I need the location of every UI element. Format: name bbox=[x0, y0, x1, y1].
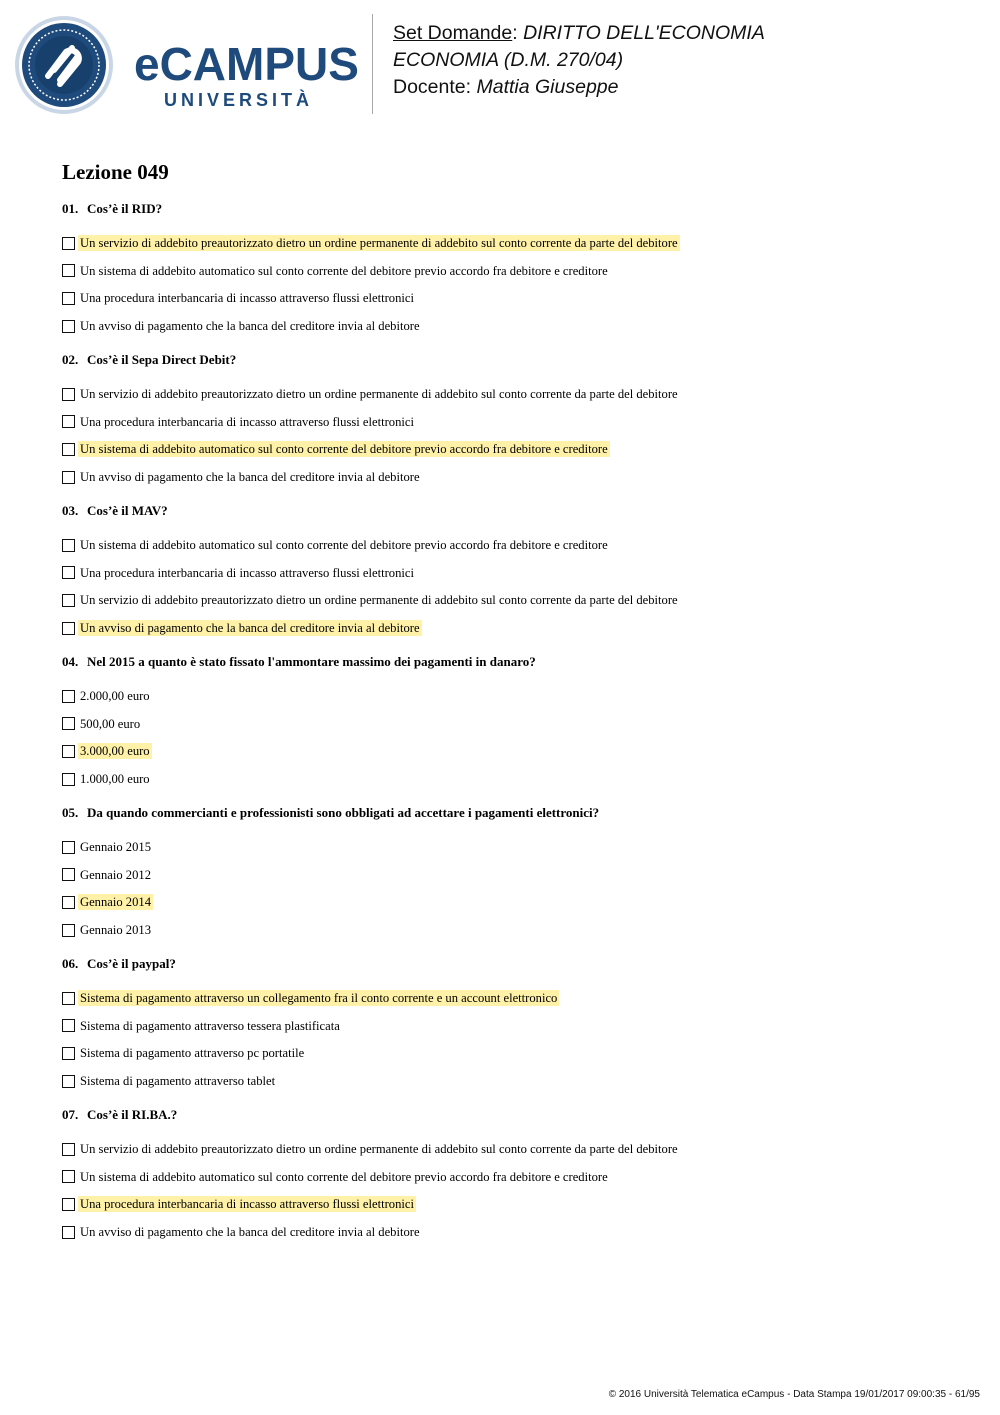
answer-checkbox[interactable] bbox=[62, 292, 75, 305]
answer-checkbox[interactable] bbox=[62, 566, 75, 579]
question-title bbox=[62, 351, 962, 369]
question-title bbox=[62, 653, 962, 671]
answer-option[interactable] bbox=[62, 1017, 342, 1035]
answer-option[interactable] bbox=[62, 440, 610, 458]
answer-option[interactable] bbox=[62, 385, 680, 403]
answer-checkbox[interactable] bbox=[62, 1047, 75, 1060]
set-label: Set Domande bbox=[393, 22, 513, 44]
answer-checkbox[interactable] bbox=[62, 1019, 75, 1032]
page-header bbox=[0, 0, 1000, 130]
answer-checkbox[interactable] bbox=[62, 868, 75, 881]
question-number: 06. bbox=[62, 956, 79, 971]
answer-option[interactable] bbox=[62, 413, 416, 431]
answer-text-highlighted: Una procedura interbancaria di incasso attraverso flussi elettronici bbox=[80, 1197, 414, 1212]
answer-checkbox[interactable] bbox=[62, 388, 75, 401]
answer-checkbox[interactable] bbox=[62, 264, 75, 277]
answer-option[interactable] bbox=[62, 742, 152, 760]
course-line-2 bbox=[393, 47, 765, 74]
answer-text: Un sistema di addebito automatico sul conto corrente del debitore previo accordo fra debitore e creditore bbox=[80, 263, 608, 278]
answer-text-highlighted: Sistema di pagamento attraverso un collegamento fra il conto corrente e un account elettronico bbox=[80, 991, 558, 1005]
header-divider bbox=[372, 14, 373, 114]
question-number: 02. bbox=[62, 352, 79, 367]
answer-checkbox[interactable] bbox=[62, 594, 75, 607]
answer-text: Gennaio 2015 bbox=[80, 840, 151, 854]
answer-option[interactable] bbox=[62, 619, 422, 637]
answer-checkbox[interactable] bbox=[62, 992, 75, 1005]
answer-checkbox[interactable] bbox=[62, 622, 75, 635]
answer-option[interactable] bbox=[62, 234, 680, 252]
answer-text: Un servizio di addebito preautorizzato dietro un ordine permanente di addebito sul conto corrente da parte del debitore bbox=[80, 1142, 678, 1156]
answer-option[interactable] bbox=[62, 838, 153, 856]
question-text: Cos’è il paypal? bbox=[87, 956, 176, 971]
answer-checkbox[interactable] bbox=[62, 320, 75, 333]
answer-text: Un sistema di addebito automatico sul conto corrente del debitore previo accordo fra debitore e creditore bbox=[80, 538, 608, 552]
answer-checkbox[interactable] bbox=[62, 896, 75, 909]
course-line-1: Set Domande: DIRITTO DELL'ECONOMIA bbox=[393, 22, 765, 44]
logo-brand: eCAMPUS bbox=[134, 38, 359, 90]
question-number: 05. bbox=[62, 805, 79, 820]
answer-option[interactable] bbox=[62, 564, 416, 582]
answer-text-highlighted: Un sistema di addebito automatico sul conto corrente del debitore previo accordo fra debitore e creditore bbox=[80, 442, 608, 457]
question-text: Cos’è il MAV? bbox=[87, 503, 168, 518]
answer-checkbox[interactable] bbox=[62, 745, 75, 758]
question-block bbox=[62, 805, 962, 938]
answer-text: Sistema di pagamento attraverso pc portatile bbox=[80, 1046, 305, 1061]
answer-text: Una procedura interbancaria di incasso attraverso flussi elettronici bbox=[80, 565, 414, 580]
answer-text: Un avviso di pagamento che la banca del creditore invia al debitore bbox=[80, 470, 420, 485]
answer-checkbox[interactable] bbox=[62, 1226, 75, 1239]
answer-option[interactable] bbox=[62, 591, 680, 609]
question-title bbox=[62, 200, 962, 218]
question-block bbox=[62, 956, 962, 1089]
teacher-line: Docente: Mattia Giuseppe bbox=[393, 76, 619, 98]
answer-option[interactable] bbox=[62, 1223, 422, 1241]
answer-text: Un avviso di pagamento che la banca del creditore invia al debitore bbox=[80, 319, 420, 334]
answer-checkbox[interactable] bbox=[62, 773, 75, 786]
answer-text: Un servizio di addebito preautorizzato dietro un ordine permanente di addebito sul conto corrente da parte del debitore bbox=[80, 387, 678, 401]
question-text: Cos’è il RI.BA.? bbox=[87, 1107, 178, 1122]
lesson-title: Lezione 049 bbox=[62, 160, 169, 184]
question-number: 03. bbox=[62, 503, 79, 518]
question-block bbox=[62, 352, 962, 485]
answer-option[interactable] bbox=[62, 536, 610, 554]
answer-text: 2.000,00 euro bbox=[80, 689, 150, 703]
answer-checkbox[interactable] bbox=[62, 443, 75, 456]
answer-text-highlighted: Un avviso di pagamento che la banca del creditore invia al debitore bbox=[80, 621, 420, 636]
question-title bbox=[62, 804, 962, 822]
answer-option[interactable] bbox=[62, 715, 142, 733]
answer-checkbox[interactable] bbox=[62, 415, 75, 428]
answer-option[interactable] bbox=[62, 262, 610, 280]
question-block bbox=[62, 654, 962, 787]
answer-checkbox[interactable] bbox=[62, 1170, 75, 1183]
answer-option[interactable] bbox=[62, 317, 422, 335]
answer-text: Una procedura interbancaria di incasso attraverso flussi elettronici bbox=[80, 414, 414, 429]
question-block bbox=[62, 201, 962, 334]
ecampus-seal-icon bbox=[14, 14, 359, 116]
answer-text: 1.000,00 euro bbox=[80, 772, 150, 787]
answer-text-highlighted: Gennaio 2014 bbox=[80, 895, 151, 910]
question-number: 01. bbox=[62, 201, 79, 216]
question-number: 07. bbox=[62, 1107, 79, 1122]
answer-checkbox[interactable] bbox=[62, 237, 75, 250]
answer-checkbox[interactable] bbox=[62, 1143, 75, 1156]
answer-option[interactable] bbox=[62, 1195, 416, 1213]
answer-option[interactable] bbox=[62, 893, 153, 911]
answer-checkbox[interactable] bbox=[62, 717, 75, 730]
page-footer: © 2016 Università Telematica eCampus - Data Stampa 19/01/2017 09:00:35 - 61/95 bbox=[608, 1389, 980, 1400]
question-title bbox=[62, 502, 962, 520]
answer-checkbox[interactable] bbox=[62, 841, 75, 854]
teacher-name: Mattia Giuseppe bbox=[476, 76, 619, 98]
answer-text: Un servizio di addebito preautorizzato dietro un ordine permanente di addebito sul conto corrente da parte del debitore bbox=[80, 593, 678, 608]
answer-checkbox[interactable] bbox=[62, 539, 75, 552]
answer-option[interactable] bbox=[62, 687, 152, 705]
answer-text: 500,00 euro bbox=[80, 716, 141, 731]
answer-text: Sistema di pagamento attraverso tablet bbox=[80, 1074, 276, 1089]
answer-text-highlighted: 3.000,00 euro bbox=[80, 744, 150, 759]
question-text: Cos’è il Sepa Direct Debit? bbox=[87, 352, 237, 367]
answer-option[interactable] bbox=[62, 1044, 306, 1062]
answer-checkbox[interactable] bbox=[62, 924, 75, 937]
answer-option[interactable] bbox=[62, 468, 422, 486]
answer-option[interactable] bbox=[62, 770, 152, 788]
answer-option[interactable] bbox=[62, 1168, 610, 1186]
course-name: DIRITTO DELL'ECONOMIA bbox=[523, 22, 765, 44]
answer-text: Sistema di pagamento attraverso tessera plastificata bbox=[80, 1018, 340, 1033]
answer-option[interactable] bbox=[62, 289, 416, 307]
answer-option[interactable] bbox=[62, 1140, 680, 1158]
question-title bbox=[62, 955, 962, 973]
teacher-label: Docente bbox=[393, 76, 466, 98]
question-text: Cos’è il RID? bbox=[87, 201, 163, 216]
answer-checkbox[interactable] bbox=[62, 1075, 75, 1088]
ecampus-logo bbox=[14, 14, 359, 116]
course-info bbox=[393, 20, 765, 101]
answer-text-highlighted: Un servizio di addebito preautorizzato dietro un ordine permanente di addebito sul conto corrente da parte del debitore bbox=[80, 236, 678, 250]
answer-text: Gennaio 2012 bbox=[80, 867, 151, 882]
question-block bbox=[62, 1107, 962, 1240]
question-block bbox=[62, 503, 962, 636]
answer-checkbox[interactable] bbox=[62, 1198, 75, 1211]
answer-option[interactable] bbox=[62, 989, 559, 1007]
question-title bbox=[62, 1106, 962, 1124]
answer-checkbox[interactable] bbox=[62, 471, 75, 484]
answer-option[interactable] bbox=[62, 921, 153, 939]
answer-option[interactable] bbox=[62, 1072, 277, 1090]
answer-option[interactable] bbox=[62, 866, 153, 884]
logo-subtitle: UNIVERSITÀ bbox=[164, 90, 314, 110]
question-number: 04. bbox=[62, 654, 79, 669]
answer-text: Una procedura interbancaria di incasso attraverso flussi elettronici bbox=[80, 291, 414, 306]
course-degree: ECONOMIA (D.M. 270/04) bbox=[393, 49, 624, 71]
question-text: Nel 2015 a quanto è stato fissato l'ammontare massimo dei pagamenti in danaro? bbox=[87, 654, 536, 669]
answer-checkbox[interactable] bbox=[62, 690, 75, 703]
answer-text: Gennaio 2013 bbox=[80, 923, 151, 938]
answer-text: Un sistema di addebito automatico sul conto corrente del debitore previo accordo fra debitore e creditore bbox=[80, 1169, 608, 1184]
question-text: Da quando commercianti e professionisti sono obbligati ad accettare i pagamenti elettronici? bbox=[87, 805, 600, 820]
answer-text: Un avviso di pagamento che la banca del creditore invia al debitore bbox=[80, 1225, 420, 1240]
